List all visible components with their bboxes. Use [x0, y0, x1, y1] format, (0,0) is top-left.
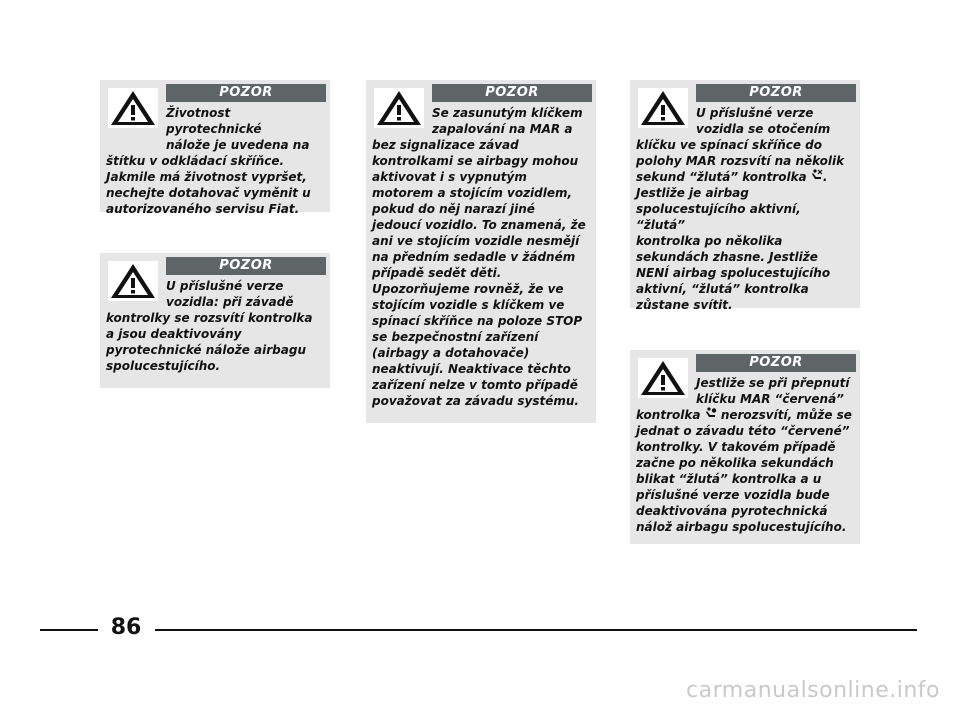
- box-text: U příslušné verze vozidla se otočením klíčku ve spínací skříňce do polohy MAR rozsvítí na několik sekund “žlutá” kontrolka . Jestliže je airbag spolucestujícího aktivní, “žlutá” kontrolka po několika sekundách zhasne. Jestliže NENÍ airbag spolucestujícího aktivní, “žlutá” kontrolka zůstane svítit.: [636, 106, 845, 312]
- box-header: POZOR: [166, 257, 326, 275]
- watermark: carmanualsonline.info: [686, 678, 940, 703]
- box-header: POZOR: [166, 84, 326, 102]
- box-text: Jestliže se při přepnutí klíčku MAR “červená” kontrolka nerozsvítí, může se jednat o závadu této “červené” kontrolky. V takovém případě začne po několika sekundách blikat “žlutá” kontrolka a u příslušné verze vozidla bude deaktivována pyrotechnická nálož airbagu spolucestujícího.: [636, 376, 852, 534]
- box-header: POZOR: [432, 84, 592, 102]
- airbag-icon: [705, 407, 717, 423]
- footer-rule-left: [40, 629, 98, 631]
- warning-box-fault-indicator: [100, 253, 330, 388]
- box-header: POZOR: [696, 84, 856, 102]
- box-text: U příslušné verze vozidla: při závadě kontrolky se rozsvítí kontrolka a jsou deaktivovány pyrotechnické nálože airbagu spolucestujícího.: [106, 279, 313, 373]
- passenger-airbag-off-icon: [811, 169, 823, 185]
- warning-box-red-indicator: [630, 350, 860, 544]
- warning-box-airbag-activation: [366, 80, 596, 423]
- box-text: Životnost pyrotechnické nálože je uvedena na štítku v odkládací skříňce. Jakmile má životnost vypršet, nechejte dotahovač vyměnit u autorizovaného servisu Fiat.: [106, 106, 311, 216]
- warning-box-yellow-indicator: [630, 80, 860, 312]
- page-number: 86: [110, 615, 142, 640]
- footer-rule-right: [155, 629, 917, 631]
- box-text: Se zasunutým klíčkem zapalování na MAR a bez signalizace závad kontrolkami se airbagy mohou aktivovat i s vypnutým motorem a stojícím vozidlem, pokud do něj narazí jiné jedoucí vozidlo. To znamená, že ani ve stojícím vozidle nesmějí na předním sedadle v žádném případě sedět děti. Upozorňujeme rovněž, že ve stojícím vozidle s klíčkem ve spínací skříňce na poloze STOP se bezpečnostní zařízení (airbagy a dotahovače) neaktivují. Neaktivace těchto zařízení nelze v tomto případě považovat za závadu systému.: [372, 106, 586, 408]
- box-header: POZOR: [696, 354, 856, 372]
- warning-box-pyrotechnic-life: [100, 80, 330, 216]
